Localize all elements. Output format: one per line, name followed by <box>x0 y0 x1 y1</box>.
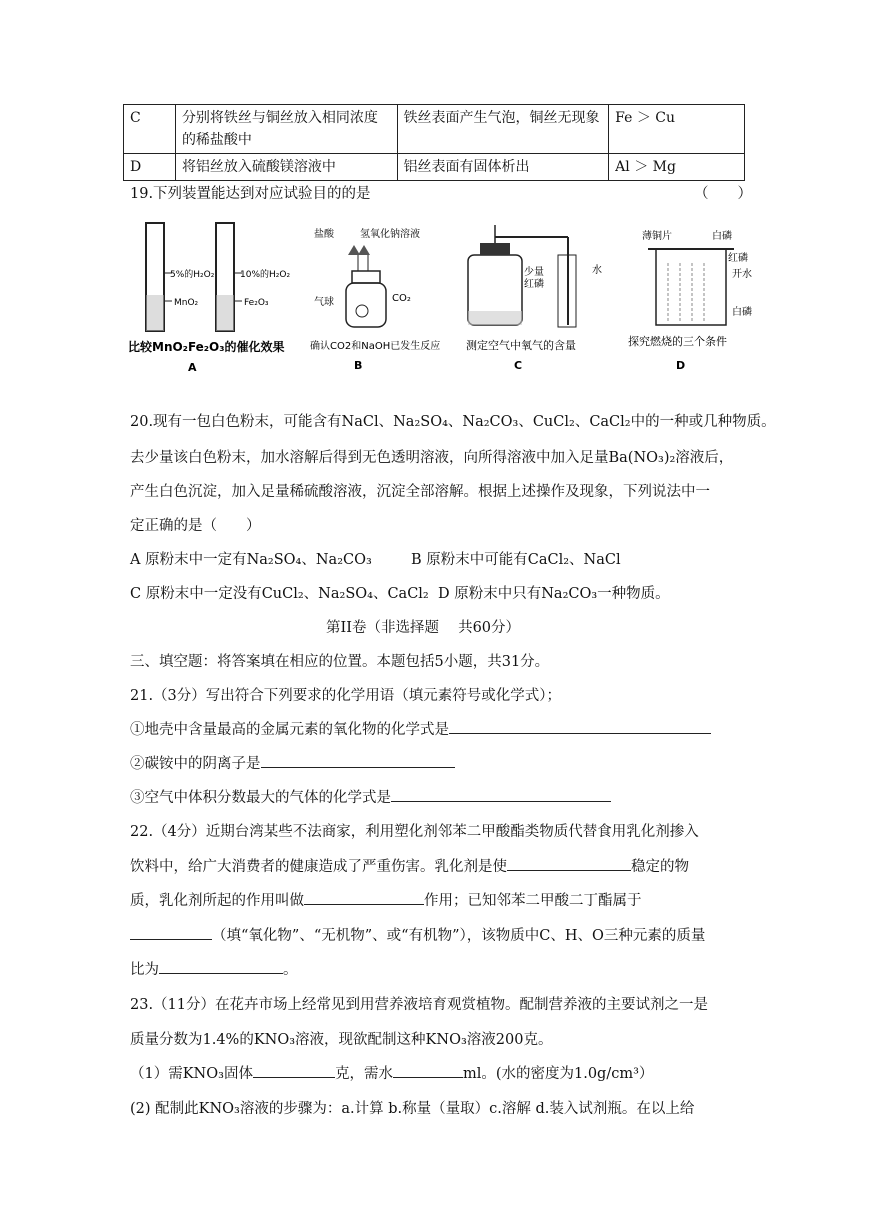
q22-line-1: 22.（4分）近期台湾某些不法商家，利用塑化剂邻苯二甲酸酯类物质代替食用乳化剂掺入 <box>130 824 699 840</box>
fig-d-label-2: 白磷 <box>712 231 732 242</box>
fig-a-letter: A <box>188 361 197 374</box>
q23-line-3-text-c: ml。(水的密度为1.0g/cm³） <box>462 1066 654 1082</box>
q22-line-4-text: （填“氧化物”、“无机物”、或“有机物”），该物质中C、H、O三种元素的质量 <box>212 928 706 944</box>
q20-option-c: C 原粉末中一定没有CuCl₂、Na₂SO₄、CaCl₂ <box>130 586 429 602</box>
table-cell: Al ＞ Mg <box>609 154 745 181</box>
q22-line-2-text-b: 稳定的物 <box>631 859 689 875</box>
fig-b-label-2: 氢氧化钠溶液 <box>360 229 420 240</box>
q19-figures <box>128 215 768 375</box>
fig-c-label-2: 红磷 <box>524 279 544 290</box>
fig-d-caption: 探究燃烧的三个条件 <box>628 335 727 348</box>
q22-line-3 <box>130 889 642 910</box>
q22-line-2-text-a: 饮料中，给广大消费者的健康造成了严重伤害。乳化剂是使 <box>130 859 507 875</box>
table-row <box>124 154 745 181</box>
figure-c <box>466 225 602 372</box>
fig-b-label-1: 盐酸 <box>314 229 334 240</box>
q22-line-3-text-a: 质，乳化剂所起的作用叫做 <box>130 893 304 909</box>
q21-item-3 <box>130 786 611 807</box>
fig-b-caption: 确认CO2和NaOH已发生反应 <box>310 341 441 352</box>
q23-line-1: 23.（11分）在花卉市场上经常见到用营养液培育观赏植物。配制营养液的主要试剂之一是 <box>130 997 709 1013</box>
q21-item-3-text: ③空气中体积分数最大的气体的化学式是 <box>130 790 391 806</box>
q22-line-3-text-b: 作用；已知邻苯二甲酸二丁酯属于 <box>424 893 642 909</box>
q22-line-4 <box>130 924 705 945</box>
section-2-title: 第II卷（非选择题 共60分） <box>326 620 521 636</box>
q21-stem: 21.（3分）写出符合下列要求的化学用语（填元素符号或化学式）； <box>130 688 562 704</box>
q23-line-3-text-a: （1）需KNO₃固体 <box>130 1066 253 1082</box>
table-cell: 铁丝表面产生气泡，铜丝无现象 <box>397 105 609 154</box>
q22-answer-blank-3[interactable] <box>130 925 212 940</box>
table-cell: 分别将铁丝与铜丝放入相同浓度的稀盐酸中 <box>175 105 397 154</box>
q21-answer-blank-2[interactable] <box>261 753 455 768</box>
q19-stem: 19.下列装置能达到对应试验目的的是 <box>130 186 371 202</box>
q20-option-b: B 原粉末中可能有CaCl₂、NaCl <box>411 552 621 568</box>
table-cell: 铝丝表面有固体析出 <box>397 154 609 181</box>
fig-b-letter: B <box>354 359 363 372</box>
figure-a <box>128 223 290 374</box>
fig-c-label-3: 水 <box>592 265 602 276</box>
fig-b-label-3: 气球 <box>314 297 334 308</box>
table-cell: 将铝丝放入硫酸镁溶液中 <box>175 154 397 181</box>
fig-d-label-1: 薄铜片 <box>642 231 672 242</box>
q23-line-3-text-b: 克，需水 <box>334 1066 393 1082</box>
q23-line-4: (2) 配制此KNO₃溶液的步骤为：a.计算 b.称量（量取）c.溶解 d.装入试剂瓶。在以上给 <box>130 1101 695 1117</box>
q21-answer-blank-1[interactable] <box>449 719 711 734</box>
q22-answer-blank-1[interactable] <box>507 856 631 871</box>
q21-item-1 <box>130 718 711 739</box>
table-cell: D <box>124 154 176 181</box>
q23-line-3 <box>130 1062 653 1083</box>
fig-d-label-4: 开水 <box>732 269 752 280</box>
q21-answer-blank-3[interactable] <box>391 787 611 802</box>
table-row <box>124 105 745 154</box>
comparison-table <box>123 104 745 181</box>
q21-item-2-text: ②碳铵中的阴离子是 <box>130 756 261 772</box>
q23-answer-blank-1[interactable] <box>253 1063 335 1078</box>
fig-b-label-4: CO₂ <box>392 293 411 304</box>
figure-d <box>628 229 752 372</box>
table-cell: Fe ＞ Cu <box>609 105 745 154</box>
q20-line-1: 20.现有一包白色粉末，可能含有NaCl、Na₂SO₄、Na₂CO₃、CuCl₂、CaCl₂中的一种或几种物质。 <box>130 414 776 430</box>
part-3-heading: 三、填空题：将答案填在相应的位置。本题包括5小题，共31分。 <box>130 654 550 670</box>
fig-d-letter: D <box>676 359 686 372</box>
fig-a-label-2: 10%的H₂O₂ <box>240 270 291 280</box>
fig-a-label-1: 5%的H₂O₂ <box>170 270 215 280</box>
q20-option-a: A 原粉末中一定有Na₂SO₄、Na₂CO₃ <box>130 552 372 568</box>
q19-answer-paren: （ ） <box>694 186 752 202</box>
table-cell: C <box>124 105 176 154</box>
figure-b <box>310 227 440 372</box>
q20-line-2: 去少量该白色粉末，加水溶解后得到无色透明溶液，向所得溶液中加入足量Ba(NO₃)₂溶液后， <box>130 450 734 466</box>
q20-line-4: 定正确的是（ ） <box>130 518 261 534</box>
q20-option-d: D 原粉末中只有Na₂CO₃一种物质。 <box>438 586 670 602</box>
q23-line-2: 质量分数为1.4%的KNO₃溶液，现欲配制这种KNO₃溶液200克。 <box>130 1032 553 1048</box>
fig-d-label-3: 红磷 <box>728 253 748 264</box>
fig-d-label-5: 白磷 <box>732 307 752 318</box>
fig-c-label-1: 少量 <box>524 267 544 278</box>
q21-item-1-text: ①地壳中含量最高的金属元素的氧化物的化学式是 <box>130 722 449 738</box>
fig-a-caption: 比较MnO₂Fe₂O₃的催化效果 <box>128 340 285 354</box>
q23-answer-blank-2[interactable] <box>393 1063 463 1078</box>
q22-line-2 <box>130 855 689 876</box>
q22-line-5-text-a: 比为 <box>130 962 159 978</box>
q22-line-5 <box>130 958 298 979</box>
q22-answer-blank-4[interactable] <box>159 959 283 974</box>
fig-c-caption: 测定空气中氧气的含量 <box>466 339 576 352</box>
q21-item-2 <box>130 752 455 773</box>
q20-line-3: 产生白色沉淀，加入足量稀硫酸溶液，沉淀全部溶解。根据上述操作及现象，下列说法中一 <box>130 484 710 500</box>
q22-answer-blank-2[interactable] <box>304 890 424 905</box>
fig-a-label-4: Fe₂O₃ <box>244 298 269 308</box>
fig-a-label-3: MnO₂ <box>174 298 199 308</box>
fig-c-letter: C <box>514 359 523 372</box>
q22-line-5-text-b: 。 <box>283 962 298 978</box>
